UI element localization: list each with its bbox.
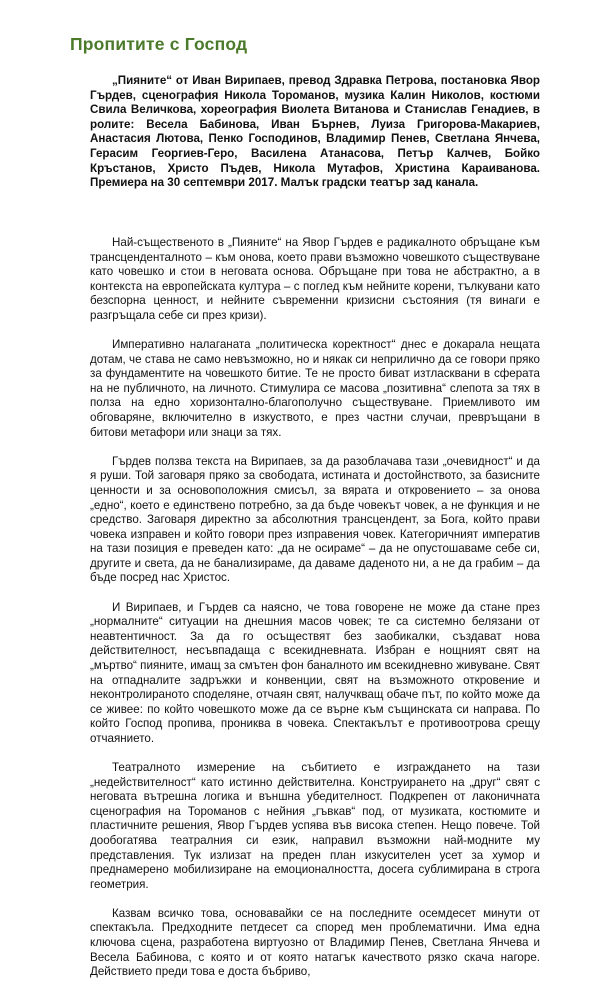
body-paragraph: И Вирипаев, и Гърдев са наясно, че това говорене не може да стане през „нормалните“ ситуации на днешния масов човек; те са системно белязани от неавтентичност. За да го осъществят без заобикалки, създават нова действителност, несъвпадаща с всекидневната. Избран е нощният свят на „мъртво“ пияните, имащ за смътен фон баналното им всекидневно живуване. Свят на отпадналите задръжки и конвенции, свят на възможното откровение и неконтролираното споделяне, отчаян свят, налучкващ обаче път, по който може да се живее: по който човешкото може да се върне към същинската си направа. По който Господ пропива, прониква в човека. Спектакълът е противоотрова срещу отчаянието. — [90, 600, 540, 745]
body-paragraph: Казвам всичко това, основавайки се на последните осемдесет минути от спектакъла. Предходните петдесет са според мен проблематични. Има една ключова сцена, разработена виртуозно от Владимир Пенев, Светлана Янчева и Весела Бабинова, с която и от която натагък качеството рязко скача нагоре. Действието преди това е доста бъбриво, — [90, 906, 540, 979]
body-paragraph: Гърдев ползва текста на Вирипаев, за да разоблачава тази „очевидност“ и да я руши. Той заговаря пряко за свободата, истината и достойнството, за базисните ценности и за основоположния смисъл, за вярата и откровението – за онова „едно“, което е единствено потребно, за да бъде човекът човек, а не функция и не средство. Заговаря директно за абсолютния трансцендент, за Бога, който прави човека изправен и който говори през изправения човек. Категоричният императив на тази позиция е преведен като: „да не осираме“ – да не опустошаваме себе си, другите и света, да не банализираме, да даваме даденото ни, а не да грабим – да бъде посред нас Христос. — [90, 454, 540, 585]
body-paragraph: Театралното измерение на събитието е изграждането на тази „недействителност“ като истинно действителна. Конструирането на „друг“ свят с неговата вътрешна логика и външна убедителност. Подкрепен от лаконичната сценография на Тороманов с нейния „гъвкав“ под, от музиката, костюмите и пластичните решения, Явор Гърдев успява във висока степен. Нещо повече. Той дообогатява театралния си език, направил възможни най-модните му представления. Тук излизат на преден план изкусителен усет за хумор и преднамерено мобилизиране на емоционалността, досега сублимирана в строга геометрия. — [90, 761, 540, 891]
article-title: Пропитите с Господ — [70, 34, 248, 54]
article-body — [90, 236, 540, 994]
body-paragraph: Императивно налаганата „политическа коректност“ днес е докарала нещата дотам, че става не само невъзможно, но и някак си неприлично да се говори пряко за фундаментите на човешкото битие. Те не просто биват изтласквани в сферата на не публичното, на личното. Стимулира се масова „позитивна“ слепота за тях в полза на едно хоризонтално-благополучно съществуване. Приемливото им обговаряне, включително в изкуството, е през частни случаи, превръщани в битови метафори или знаци за тях. — [90, 338, 540, 439]
production-credits: „Пияните“ от Иван Вирипаев, превод Здравка Петрова, постановка Явор Гърдев, сценография Никола Тороманов, музика Калин Николов, костюми Свила Величкова, хореография Виолета Витанова и Станислав Генадиев, в ролите: Весела Бабинова, Иван Бърнев, Луиза Григорова-Макариев, Анастасия Лютова, Пенко Господинов, Владимир Пенев, Светлана Янчева, Герасим Георгиев-Геро, Василена Атанасова, Петър Калчев, Бойко Кръстанов, Христо Пъдев, Никола Мутафов, Христина Караиванова. Премиера на 30 септември 2017. Малък градски театър зад канала. — [90, 74, 540, 190]
body-paragraph: Най-същественото в „Пияните“ на Явор Гърдев е радикалното обръщане към трансценденталното – към онова, което прави възможно човешкото съществуване като човешко и стои в неговата основа. Обръщане при това не абстрактно, а в контекста на европейската култура – с поглед към нейните корени, тълкувани като безспорна ценност, и нейните съвременни кризисни състояния (тя винаги е разгръщала себе си през кризи). — [90, 236, 540, 322]
